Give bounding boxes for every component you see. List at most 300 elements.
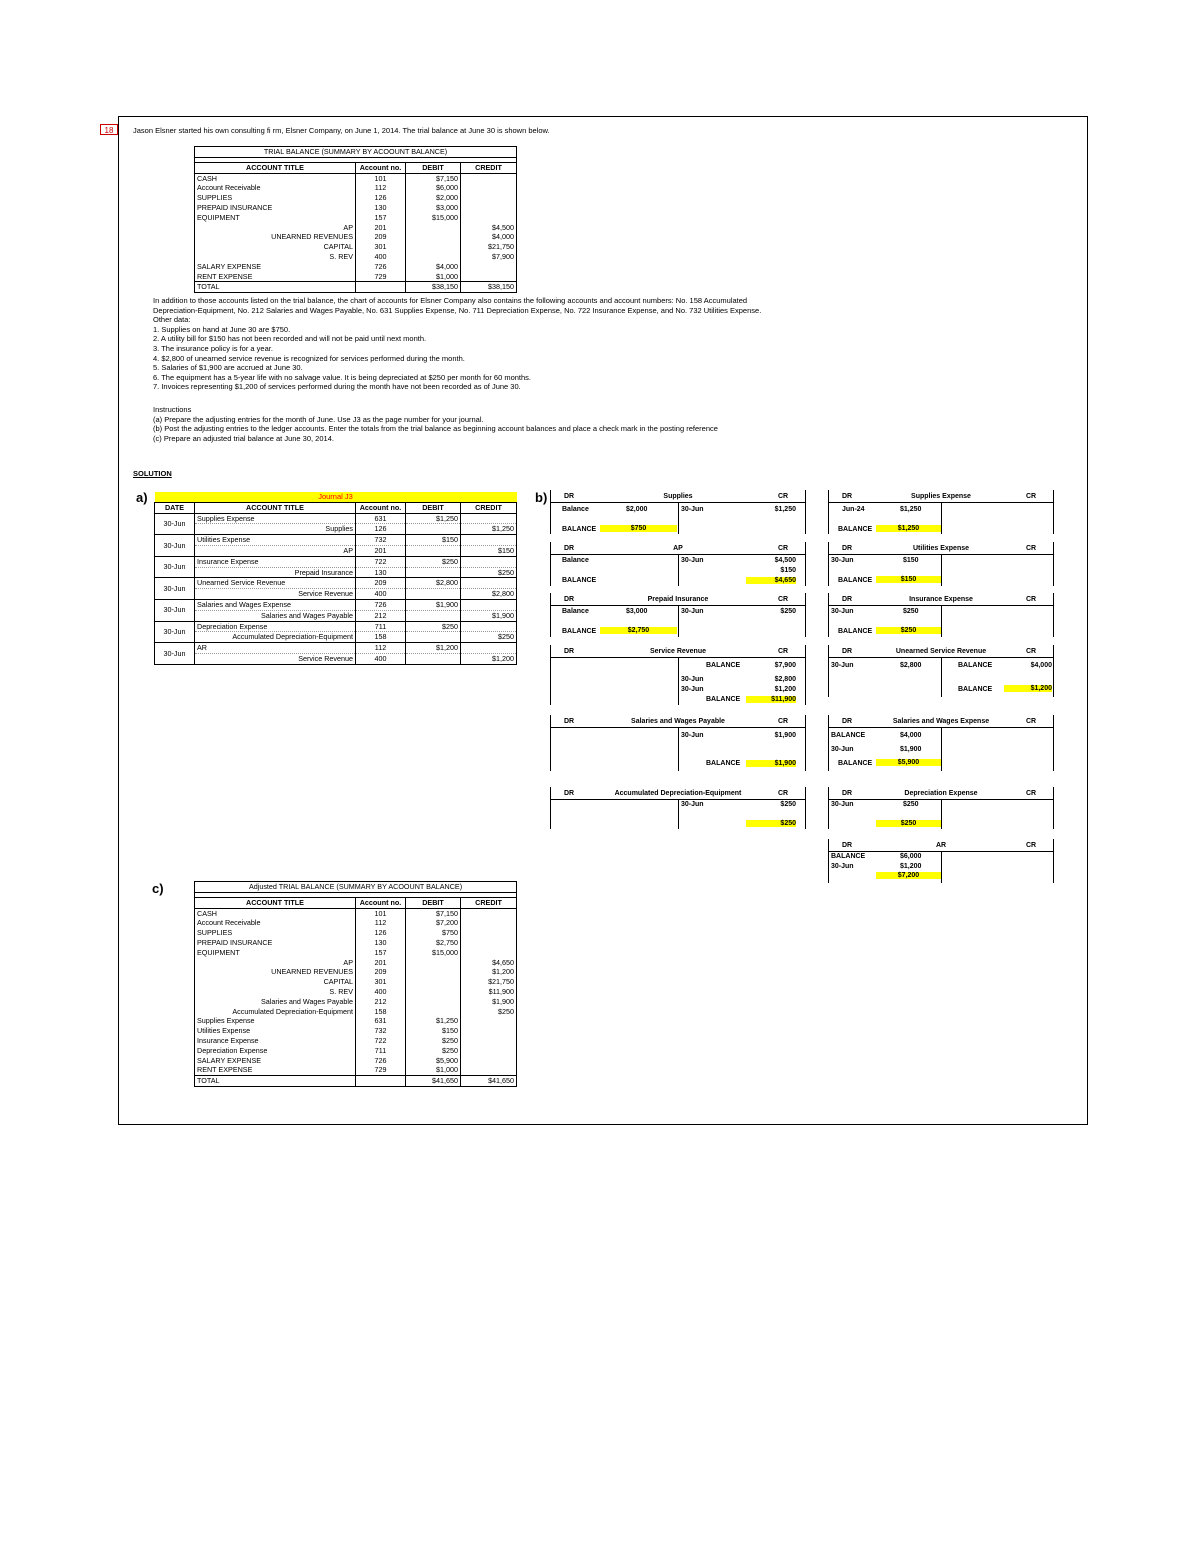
total-blank: [356, 1076, 406, 1087]
credit-amount: [461, 1026, 517, 1036]
credit-blank: [461, 556, 517, 567]
right-label: 30-Jun: [681, 676, 704, 683]
credit-blank: [461, 599, 517, 610]
credit-blank: [461, 535, 517, 546]
dr-label: DR: [842, 596, 853, 603]
account-name: Unearned Service Revenue: [895, 648, 987, 655]
debit-account: Unearned Service Revenue: [195, 578, 356, 589]
credit-amount: $2,800: [461, 589, 517, 600]
journal-credit-row: [155, 567, 517, 578]
credit-amount: $4,650: [461, 958, 517, 968]
t-account-prepaid-insurance: [550, 593, 806, 637]
debit-amount: [406, 987, 461, 997]
table-row: [195, 252, 517, 262]
credit-account-no: 158: [356, 632, 406, 643]
account-title: Salaries and Wages Payable: [195, 997, 356, 1007]
journal-credit-row: [155, 610, 517, 621]
left-value: $4,000: [900, 732, 922, 739]
solution-label: SOLUTION: [133, 469, 172, 478]
debit-amount: $3,000: [406, 203, 461, 213]
instruction-line: (b) Post the adjusting entries to the ledger accounts. Enter the totals from the trial balance as beginning account balances and place a check mark in the posting reference: [153, 424, 718, 434]
balance-label: BALANCE: [706, 760, 741, 767]
balance-value: $250: [876, 627, 941, 634]
credit-amount: [461, 213, 517, 223]
credit-amount: $1,900: [461, 610, 517, 621]
dr-label: DR: [842, 493, 853, 500]
debit-amount: $250: [406, 621, 461, 632]
debit-amount: [406, 223, 461, 233]
left-label: 30-Jun: [831, 608, 854, 615]
ledger-center-line: [678, 799, 679, 829]
t-account-depreciation-expense: [828, 787, 1054, 829]
journal-debit-row: [155, 513, 517, 524]
balance-label: BALANCE: [838, 628, 873, 635]
debit-amount: $150: [406, 535, 461, 546]
journal-debit-row: [155, 556, 517, 567]
table-row: [195, 948, 517, 958]
right-value: $150: [780, 567, 796, 574]
journal-credit-row: [155, 524, 517, 535]
paragraph-line: In addition to those accounts listed on the trial balance, the chart of accounts for Elsner Company also contains the following accounts and account numbers: No. 158 Accumulated: [153, 296, 748, 305]
debit-amount: $1,250: [406, 513, 461, 524]
debit-blank: [406, 632, 461, 643]
balance-label: BALANCE: [838, 760, 873, 767]
cr-label: CR: [778, 648, 789, 655]
ledger-center-line: [678, 605, 679, 637]
debit-account: Insurance Expense: [195, 556, 356, 567]
column-header: CREDIT: [461, 897, 517, 908]
account-title: SALARY EXPENSE: [195, 262, 356, 272]
table-row: [195, 1016, 517, 1026]
debit-blank: [406, 545, 461, 556]
credit-blank: [461, 643, 517, 654]
left-label: Balance: [562, 608, 589, 615]
journal-debit-row: [155, 621, 517, 632]
account-number: 726: [356, 1056, 406, 1066]
account-number: 732: [356, 1026, 406, 1036]
balance-label: BALANCE: [838, 526, 873, 533]
section-b-label: b): [535, 490, 548, 505]
cr-label: CR: [1026, 648, 1037, 655]
account-name: AR: [935, 842, 947, 849]
ledger-center-line: [941, 554, 942, 586]
credit-amount: $250: [461, 567, 517, 578]
instructions: [153, 405, 913, 443]
credit-amount: [461, 1065, 517, 1075]
credit-blank: [461, 621, 517, 632]
cr-label: CR: [1026, 790, 1037, 797]
credit-amount: [461, 1016, 517, 1026]
debit-amount: $7,200: [406, 918, 461, 928]
credit-account: Supplies: [195, 524, 356, 535]
credit-amount: [461, 928, 517, 938]
table-row: [195, 908, 517, 918]
column-header: Account no.: [356, 502, 406, 513]
right-label: 30-Jun: [681, 506, 704, 513]
debit-blank: [406, 524, 461, 535]
account-name: Supplies Expense: [911, 493, 971, 500]
table-row: [195, 1007, 517, 1017]
debit-amount: $1,250: [406, 1016, 461, 1026]
instruction-line: (c) Prepare an adjusted trial balance at June 30, 2014.: [153, 433, 334, 443]
debit-account: Utilities Expense: [195, 535, 356, 546]
account-name: AP: [673, 545, 683, 552]
total-label: TOTAL: [195, 1076, 356, 1087]
credit-amount: $1,200: [461, 967, 517, 977]
table-row: [195, 938, 517, 948]
account-number: 130: [356, 938, 406, 948]
credit-amount: [461, 948, 517, 958]
paragraph-line: 2. A utility bill for $150 has not been recorded and will not be paid until next month.: [153, 334, 427, 344]
credit-amount: [461, 938, 517, 948]
balance-value: $7,200: [876, 872, 941, 879]
ledger-center-line: [941, 851, 942, 883]
account-title: RENT EXPENSE: [195, 1065, 356, 1075]
account-number: 726: [356, 262, 406, 272]
account-number: 101: [356, 908, 406, 918]
credit-amount: $150: [461, 545, 517, 556]
debit-amount: $1,900: [406, 599, 461, 610]
column-header: DEBIT: [406, 502, 461, 513]
table-row: [195, 232, 517, 242]
account-name: Prepaid Insurance: [647, 596, 709, 603]
account-number: 201: [356, 223, 406, 233]
t-account-ap: [550, 542, 806, 586]
table-title: TRIAL BALANCE (SUMMARY BY ACOOUNT BALANCE): [195, 147, 517, 158]
paragraph-line: 5. Salaries of $1,900 are accrued at June 30.: [153, 363, 303, 373]
debit-account-no: 732: [356, 535, 406, 546]
ledger-center-line: [941, 605, 942, 637]
account-name: Accumulated Depreciation-Equipment: [614, 790, 742, 797]
entry-date: 30-Jun: [155, 556, 195, 578]
left-value: $1,200: [900, 863, 922, 870]
debit-amount: $15,000: [406, 948, 461, 958]
credit-amount: $1,200: [461, 653, 517, 664]
paragraph-line: 1. Supplies on hand at June 30 are $750.: [153, 324, 291, 334]
left-label: 30-Jun: [831, 863, 854, 870]
t-account-utilities-expense: [828, 542, 1054, 586]
account-title: EQUIPMENT: [195, 213, 356, 223]
cr-label: CR: [778, 596, 789, 603]
table-row: [195, 967, 517, 977]
account-title: Utilities Expense: [195, 1026, 356, 1036]
credit-account: Salaries and Wages Payable: [195, 610, 356, 621]
debit-account-no: 631: [356, 513, 406, 524]
left-label: BALANCE: [831, 853, 866, 860]
account-title: CASH: [195, 173, 356, 183]
paragraph-line: Depreciation-Equipment, No. 212 Salaries and Wages Payable, No. 631 Supplies Expense, No. 711 Depreciation Expense, No. 722 Insurance Expense, and No. 732 Utilities Expense.: [153, 305, 762, 315]
account-number: 158: [356, 1007, 406, 1017]
column-header: CREDIT: [461, 502, 517, 513]
paragraph-line: 6. The equipment has a 5-year life with no salvage value. It is being depreciated at $250 per month for 60 months.: [153, 372, 532, 382]
debit-amount: [406, 997, 461, 1007]
credit-blank: [461, 513, 517, 524]
section-c-label: c): [152, 881, 164, 896]
debit-blank: [406, 567, 461, 578]
t-account-service-revenue: [550, 645, 806, 705]
cr-label: CR: [778, 493, 789, 500]
dr-label: DR: [564, 718, 575, 725]
intro-text: Jason Elsner started his own consulting fi rm, Elsner Company, on June 1, 2014. The trial balance at June 30 is shown below.: [133, 126, 550, 135]
table-row: [195, 928, 517, 938]
credit-amount: $21,750: [461, 977, 517, 987]
credit-amount: $7,900: [461, 252, 517, 262]
account-name: Insurance Expense: [909, 596, 973, 603]
debit-amount: $2,750: [406, 938, 461, 948]
right-label: 30-Jun: [681, 686, 704, 693]
account-number: 729: [356, 1065, 406, 1075]
t-account-unearned-revenue: [828, 645, 1054, 697]
cr-label: CR: [778, 790, 789, 797]
account-number: 400: [356, 987, 406, 997]
credit-amount: [461, 272, 517, 282]
account-title: AP: [195, 223, 356, 233]
debit-amount: [406, 232, 461, 242]
journal-debit-row: [155, 535, 517, 546]
account-number: 126: [356, 193, 406, 203]
t-account-supplies: [550, 490, 806, 534]
credit-amount: [461, 1046, 517, 1056]
account-title: S. REV: [195, 252, 356, 262]
account-name: Salaries and Wages Expense: [892, 718, 990, 725]
left-value: $1,250: [900, 506, 922, 513]
t-account-salaries-expense: [828, 715, 1054, 771]
account-title: CASH: [195, 908, 356, 918]
debit-amount: $1,000: [406, 1065, 461, 1075]
journal-table: [154, 492, 517, 665]
left-label: 30-Jun: [831, 801, 854, 808]
credit-account-no: 126: [356, 524, 406, 535]
balance-label: BALANCE: [706, 696, 741, 703]
right-value: $250: [780, 801, 796, 808]
table-row: [195, 223, 517, 233]
balance-value: $4,650: [746, 577, 796, 584]
paragraph-line: 4. $2,800 of unearned service revenue is recognized for services performed during the month.: [153, 353, 465, 363]
instruction-line: Instructions: [153, 405, 192, 414]
table-row: [195, 958, 517, 968]
account-number: 126: [356, 928, 406, 938]
column-header: DEBIT: [406, 897, 461, 908]
journal-debit-row: [155, 578, 517, 589]
debit-amount: [406, 242, 461, 252]
table-row: [195, 262, 517, 272]
credit-account-no: 130: [356, 567, 406, 578]
account-number: 729: [356, 272, 406, 282]
table-row: [195, 1056, 517, 1066]
credit-amount: $1,900: [461, 997, 517, 1007]
right-label: 30-Jun: [681, 801, 704, 808]
ledger-center-line: [941, 727, 942, 771]
account-name: Salaries and Wages Payable: [631, 718, 725, 725]
credit-account: Service Revenue: [195, 653, 356, 664]
debit-blank: [406, 653, 461, 664]
account-name: Depreciation Expense: [904, 790, 978, 797]
credit-amount: $4,500: [461, 223, 517, 233]
account-title: Supplies Expense: [195, 1016, 356, 1026]
dr-label: DR: [842, 648, 853, 655]
t-account-supplies-expense: [828, 490, 1054, 534]
column-header: CREDIT: [461, 162, 517, 173]
t-account-salaries-payable: [550, 715, 806, 771]
left-value: $250: [903, 608, 919, 615]
balance-label: BALANCE: [562, 577, 597, 584]
dr-label: DR: [564, 648, 575, 655]
debit-amount: $5,900: [406, 1056, 461, 1066]
account-title: SUPPLIES: [195, 928, 356, 938]
column-header: Account no.: [356, 162, 406, 173]
trial-balance-table: [194, 146, 517, 293]
account-title: CAPITAL: [195, 242, 356, 252]
balance-value: $11,900: [746, 696, 796, 703]
account-title: UNEARNED REVENUES: [195, 967, 356, 977]
debit-account-no: 722: [356, 556, 406, 567]
credit-account: Accumulated Depreciation-Equipment: [195, 632, 356, 643]
total-blank: [356, 282, 406, 293]
account-number: 101: [356, 173, 406, 183]
account-name: Utilities Expense: [912, 545, 970, 552]
account-title: SALARY EXPENSE: [195, 1056, 356, 1066]
account-title: EQUIPMENT: [195, 948, 356, 958]
table-row: [195, 987, 517, 997]
right-balance-label: BALANCE: [958, 662, 993, 669]
journal-credit-row: [155, 589, 517, 600]
total-debit: $41,650: [406, 1076, 461, 1087]
account-number: 209: [356, 232, 406, 242]
account-name: Supplies: [663, 493, 693, 500]
debit-amount: $4,000: [406, 262, 461, 272]
debit-amount: [406, 977, 461, 987]
debit-account-no: 209: [356, 578, 406, 589]
account-number: 130: [356, 203, 406, 213]
right-value: $250: [780, 608, 796, 615]
debit-blank: [406, 589, 461, 600]
entry-date: 30-Jun: [155, 535, 195, 557]
credit-account: AP: [195, 545, 356, 556]
account-number: 301: [356, 977, 406, 987]
table-row: [195, 213, 517, 223]
left-value: $2,800: [900, 662, 922, 669]
balance-value: $1,900: [746, 760, 796, 767]
right-balance-value: $7,900: [774, 662, 796, 669]
account-title: PREPAID INSURANCE: [195, 938, 356, 948]
debit-amount: $1,000: [406, 272, 461, 282]
column-header: Account no.: [356, 897, 406, 908]
account-number: 400: [356, 252, 406, 262]
left-label: Balance: [562, 557, 589, 564]
adjusted-trial-balance-table: [194, 881, 517, 1087]
account-number: 711: [356, 1046, 406, 1056]
debit-amount: $7,150: [406, 908, 461, 918]
left-label: 30-Jun: [831, 662, 854, 669]
account-number: 212: [356, 997, 406, 1007]
dr-label: DR: [564, 493, 575, 500]
table-row: [195, 173, 517, 183]
problem-number: 18: [100, 124, 118, 135]
account-title: CAPITAL: [195, 977, 356, 987]
balance-value: $5,900: [876, 759, 941, 766]
journal-debit-row: [155, 643, 517, 654]
credit-amount: [461, 203, 517, 213]
credit-amount: [461, 183, 517, 193]
left-value: $150: [903, 557, 919, 564]
balance-value: $750: [600, 525, 677, 532]
journal-credit-row: [155, 545, 517, 556]
debit-amount: $250: [406, 1036, 461, 1046]
cr-label: CR: [1026, 545, 1037, 552]
credit-amount: [461, 262, 517, 272]
journal-title: Journal J3: [155, 492, 517, 502]
credit-account: Service Revenue: [195, 589, 356, 600]
entry-date: 30-Jun: [155, 599, 195, 621]
table-row: [195, 997, 517, 1007]
account-number: 301: [356, 242, 406, 252]
account-number: 631: [356, 1016, 406, 1026]
dr-label: DR: [842, 718, 853, 725]
table-title: Adjusted TRIAL BALANCE (SUMMARY BY ACOOUNT BALANCE): [195, 882, 517, 893]
debit-amount: $250: [406, 1046, 461, 1056]
debit-amount: [406, 252, 461, 262]
balance-label: BALANCE: [562, 628, 597, 635]
debit-account: Supplies Expense: [195, 513, 356, 524]
left-value: $2,000: [626, 506, 648, 513]
left-label: 30-Jun: [831, 557, 854, 564]
account-number: 112: [356, 183, 406, 193]
account-title: AP: [195, 958, 356, 968]
debit-amount: $7,150: [406, 173, 461, 183]
credit-amount: [461, 1036, 517, 1046]
table-row: [195, 203, 517, 213]
instruction-line: (a) Prepare the adjusting entries for the month of June. Use J3 as the page number for your journal.: [153, 414, 484, 424]
left-value: $3,000: [626, 608, 648, 615]
total-row: [195, 1076, 517, 1087]
account-number: 201: [356, 958, 406, 968]
total-debit: $38,150: [406, 282, 461, 293]
account-title: PREPAID INSURANCE: [195, 203, 356, 213]
credit-amount: $1,250: [461, 524, 517, 535]
column-header: ACCOUNT TITLE: [195, 897, 356, 908]
credit-account-no: 400: [356, 653, 406, 664]
right-value: $1,900: [774, 732, 796, 739]
cr-label: CR: [1026, 842, 1037, 849]
dr-label: DR: [564, 545, 575, 552]
t-account-accum-depreciation: [550, 787, 806, 829]
right-label: 30-Jun: [681, 557, 704, 564]
paragraph-line: 3. The insurance policy is for a year.: [153, 343, 273, 353]
balance-value: $2,750: [600, 627, 677, 634]
ledger-center-line: [941, 502, 942, 534]
account-number: 722: [356, 1036, 406, 1046]
account-number: 157: [356, 213, 406, 223]
account-title: Account Receivable: [195, 183, 356, 193]
table-row: [195, 1065, 517, 1075]
debit-account-no: 726: [356, 599, 406, 610]
account-title: RENT EXPENSE: [195, 272, 356, 282]
left-label: 30-Jun: [831, 746, 854, 753]
cr-label: CR: [1026, 718, 1037, 725]
balance-label: BALANCE: [958, 686, 993, 693]
ledger-center-line: [678, 727, 679, 771]
debit-amount: [406, 967, 461, 977]
credit-amount: [461, 1056, 517, 1066]
total-row: [195, 282, 517, 293]
t-account-insurance-expense: [828, 593, 1054, 637]
account-number: 112: [356, 918, 406, 928]
ledger-center-line: [678, 657, 679, 705]
ledger-center-line: [941, 657, 942, 697]
right-balance-value: $4,000: [1030, 662, 1052, 669]
table-row: [195, 1046, 517, 1056]
debit-account-no: 112: [356, 643, 406, 654]
